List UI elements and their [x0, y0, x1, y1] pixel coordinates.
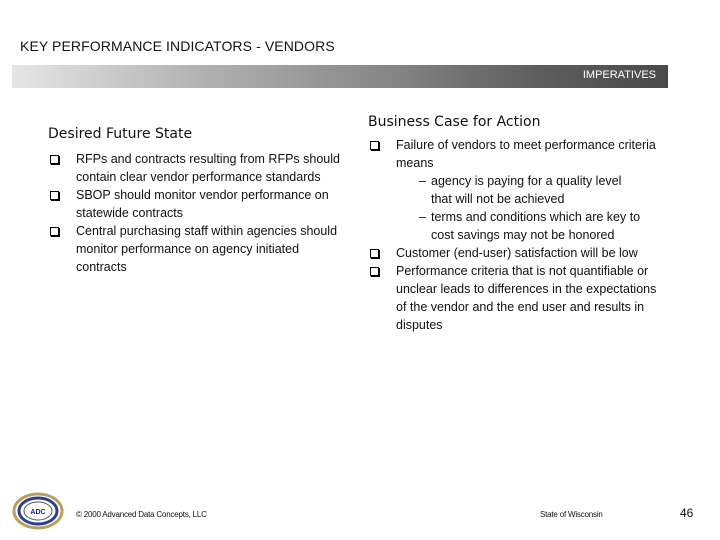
footer-state: State of Wisconsin	[540, 510, 603, 519]
checkbox-bullet-icon	[370, 267, 379, 276]
logo-text: ADC	[30, 509, 46, 516]
sub-item-text: cost savings may not be honored	[431, 228, 615, 242]
list-item	[368, 244, 668, 262]
right-bullet-list	[368, 136, 668, 334]
sub-item-text: agency is paying for a quality level	[431, 174, 622, 188]
sub-list-item	[396, 172, 668, 208]
list-item-text: Customer (end-user) satisfaction will be low	[396, 246, 638, 260]
list-item	[48, 150, 348, 186]
dash-marker: –	[419, 174, 426, 188]
right-column-heading: Business Case for Action	[368, 114, 541, 130]
sub-item-text: that will not be achieved	[431, 192, 565, 206]
page-title: KEY PERFORMANCE INDICATORS - VENDORS	[20, 38, 335, 54]
list-item-text: Failure of vendors to meet performance criteria means	[396, 138, 656, 170]
list-item	[48, 186, 348, 222]
sub-item-text: terms and conditions which are key to	[431, 210, 641, 224]
checkbox-bullet-icon	[370, 141, 379, 150]
list-item	[368, 262, 668, 334]
checkbox-bullet-icon	[50, 155, 59, 164]
copyright-text: © 2000 Advanced Data Concepts, LLC	[76, 510, 207, 519]
dash-marker: –	[419, 210, 426, 224]
checkbox-bullet-icon	[370, 249, 379, 258]
checkbox-bullet-icon	[50, 191, 59, 200]
page-number: 46	[680, 506, 694, 520]
sub-list-item	[396, 208, 668, 244]
imperatives-band	[12, 65, 668, 88]
band-label: IMPERATIVES	[582, 69, 656, 81]
list-item-text: Central purchasing staff within agencies should monitor performance on agency initiated contracts	[76, 224, 338, 274]
checkbox-bullet-icon	[50, 227, 59, 236]
left-column-heading: Desired Future State	[48, 126, 193, 142]
list-item	[368, 136, 668, 244]
list-item-text: RFPs and contracts resulting from RFPs should contain clear vendor performance standards	[76, 152, 340, 184]
list-item-text: Performance criteria that is not quantifiable or unclear leads to differences in the expectations of the vendor and the end user and results in disputes	[396, 264, 657, 332]
adc-logo-icon	[12, 492, 64, 530]
list-item	[48, 222, 348, 276]
list-item-text: SBOP should monitor vendor performance on statewide contracts	[76, 188, 329, 220]
sub-list	[396, 172, 668, 244]
left-bullet-list	[48, 150, 348, 276]
